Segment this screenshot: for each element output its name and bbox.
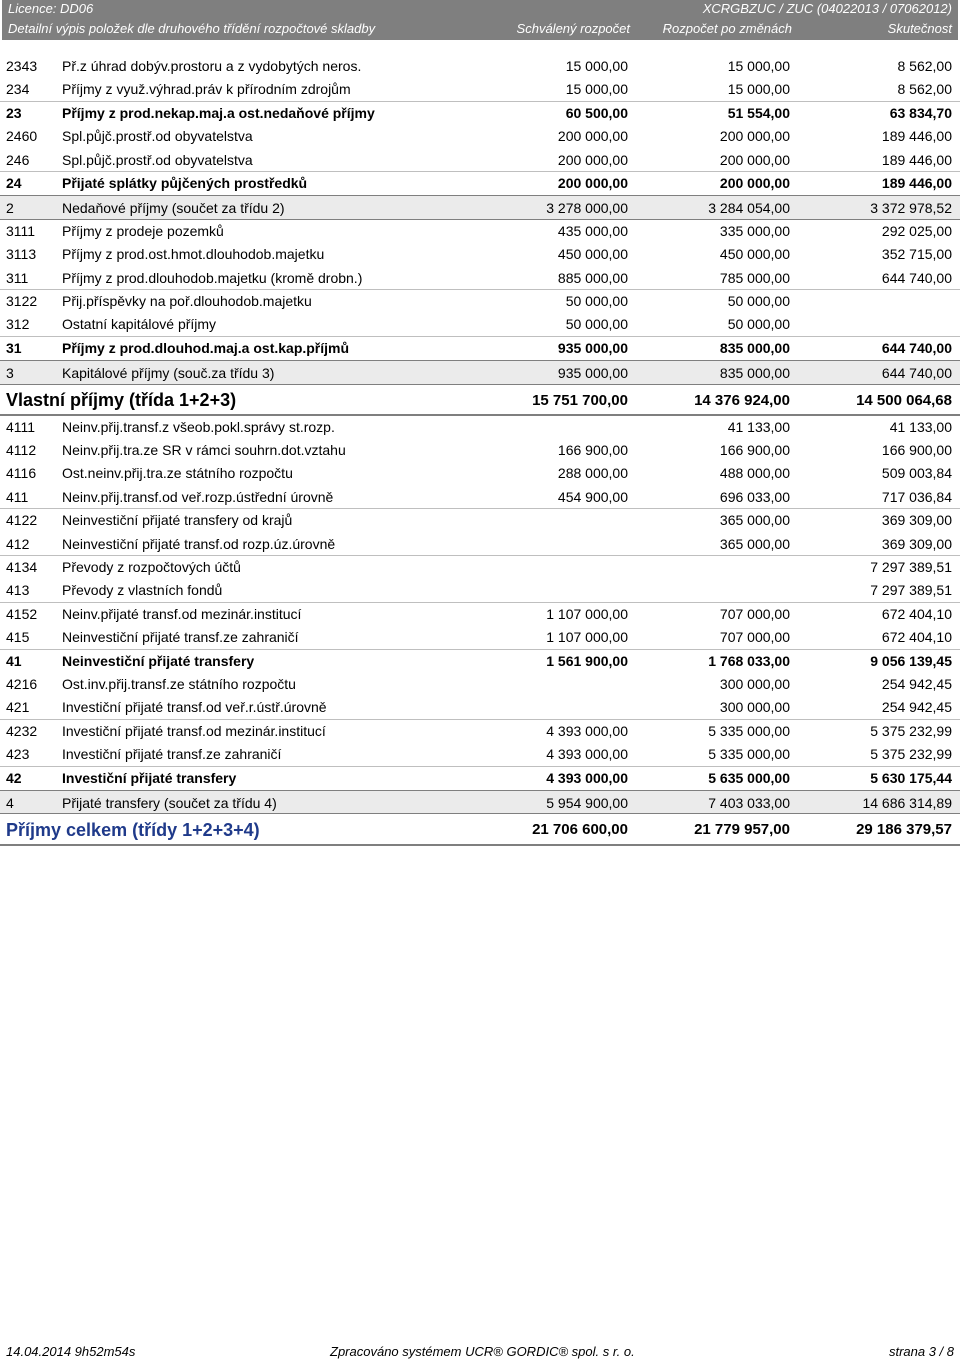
table-row [0,243,960,266]
value-actual: 644 740,00 [881,339,952,356]
value-approved: 15 751 700,00 [532,391,628,409]
item-code: 3 [6,365,14,382]
table-row [0,509,960,532]
report-header-columns [2,18,958,40]
class-summary-row [0,195,960,220]
item-name: Ostatní kapitálové příjmy [62,316,217,333]
table-row [0,743,960,766]
item-name: Investiční přijaté transf.od veř.r.ústř.úrovně [62,699,327,716]
value-after-changes: 707 000,00 [719,605,790,622]
value-approved: 200 000,00 [557,151,628,168]
value-actual: 292 025,00 [881,222,952,239]
value-actual: 369 309,00 [881,512,952,529]
table-row [0,462,960,485]
value-actual: 3 372 978,52 [870,200,952,217]
value-after-changes: 365 000,00 [719,512,790,529]
item-code: 4122 [6,512,38,529]
item-name: Příjmy z prod.nekap.maj.a ost.nedaňové příjmy [62,104,375,121]
item-code: 31 [6,339,22,356]
item-name: Spl.půjč.prostř.od obyvatelstva [62,151,253,168]
item-name: Neinvestiční přijaté transf.ze zahraničí [62,629,299,646]
value-actual: 254 942,45 [881,699,952,716]
value-actual: 644 740,00 [881,269,952,286]
value-approved: 60 500,00 [565,104,628,121]
value-actual: 63 834,70 [889,104,952,121]
value-approved: 15 000,00 [565,81,628,98]
total-label: Příjmy celkem (třídy 1+2+3+4) [6,820,260,841]
item-code: 3111 [6,222,36,239]
item-code: 412 [6,535,30,552]
value-approved: 1 107 000,00 [546,605,628,622]
table-row [0,337,960,360]
item-name: Neinvestiční přijaté transfery [62,652,255,669]
item-code: 4111 [6,418,36,435]
item-code: 4 [6,794,14,811]
value-approved: 4 393 000,00 [546,722,628,739]
footer-system: Zpracováno systémem UCR® GORDIC® spol. s r. o. [330,1344,635,1359]
value-approved: 885 000,00 [557,269,628,286]
item-code: 2460 [6,128,38,145]
table-row [0,125,960,148]
report-code: XCRGBZUC / ZUC (04022013 / 07062012) [702,1,952,16]
value-after-changes: 51 554,00 [727,104,790,121]
item-code: 42 [6,769,22,786]
value-approved: 450 000,00 [557,246,628,263]
value-actual: 352 715,00 [881,246,952,263]
value-after-changes: 166 900,00 [719,442,790,459]
item-name: Investiční přijaté transf.ze zahraničí [62,746,282,763]
table-row [0,78,960,101]
item-code: 4134 [6,559,38,576]
value-after-changes: 200 000,00 [719,151,790,168]
value-after-changes: 300 000,00 [719,675,790,692]
item-code: 421 [6,699,30,716]
item-code: 415 [6,629,30,646]
value-after-changes: 835 000,00 [719,339,790,356]
table-row [0,172,960,195]
item-code: 2 [6,200,14,217]
table-row [0,556,960,579]
value-approved: 454 900,00 [557,488,628,505]
footer-timestamp: 14.04.2014 9h52m54s [6,1344,136,1359]
item-code: 246 [6,151,30,168]
value-actual: 644 740,00 [881,365,952,382]
table-row [0,220,960,243]
item-name: Příjmy z prod.ost.hmot.dlouhodob.majetku [62,246,325,263]
value-after-changes: 14 376 924,00 [694,391,790,409]
item-code: 41 [6,652,22,669]
value-actual: 189 446,00 [881,128,952,145]
item-name: Ost.neinv.přij.tra.ze státního rozpočtu [62,465,293,482]
value-actual: 7 297 389,51 [870,582,952,599]
table-row [0,650,960,673]
item-name: Příjmy z využ.výhrad.práv k přírodním zdrojům [62,81,351,98]
licence-label: Licence: DD06 [8,1,94,16]
value-actual: 254 942,45 [881,675,952,692]
table-row [0,486,960,509]
value-approved: 166 900,00 [557,442,628,459]
table-row [0,579,960,602]
table-row [0,55,960,78]
value-approved: 200 000,00 [557,128,628,145]
value-after-changes: 5 635 000,00 [708,769,790,786]
class-summary-row [0,790,960,815]
item-code: 4116 [6,465,37,482]
item-name: Příjmy z prod.dlouhod.maj.a ost.kap.příjmů [62,339,350,356]
value-actual: 672 404,10 [881,605,952,622]
value-approved: 15 000,00 [565,58,628,74]
item-name: Ost.inv.přij.transf.ze státního rozpočtu [62,675,296,692]
value-approved: 1 561 900,00 [546,652,628,669]
table-row [0,626,960,649]
table-row [0,696,960,719]
value-after-changes: 50 000,00 [727,316,790,333]
value-after-changes: 335 000,00 [719,222,790,239]
total-label: Vlastní příjmy (třída 1+2+3) [6,389,237,410]
column-header-actual: Skutečnost [887,21,952,36]
value-actual: 8 562,00 [897,81,952,98]
value-after-changes: 1 768 033,00 [708,652,790,669]
value-after-changes: 7 403 033,00 [708,794,790,811]
table-row [0,533,960,556]
item-name: Přijaté splátky půjčených prostředků [62,174,308,191]
item-code: 24 [6,174,22,191]
value-after-changes: 300 000,00 [719,699,790,716]
value-approved: 5 954 900,00 [546,794,628,811]
value-after-changes: 5 335 000,00 [708,722,790,739]
item-name: Investiční přijaté transfery [62,769,237,786]
budget-table [0,55,960,846]
value-approved: 288 000,00 [557,465,628,482]
table-row [0,416,960,439]
item-name: Převody z vlastních fondů [62,582,223,599]
item-name: Př.z úhrad dobýv.prostoru a z vydobytých neros. [62,58,362,74]
total-row [0,385,960,416]
total-row [0,814,960,846]
value-after-changes: 50 000,00 [727,293,790,310]
value-after-changes: 200 000,00 [719,128,790,145]
value-actual: 5 375 232,99 [870,722,952,739]
table-row [0,673,960,696]
table-row [0,290,960,313]
class-summary-row [0,360,960,385]
report-header-top [2,0,958,18]
value-after-changes: 488 000,00 [719,465,790,482]
item-code: 4112 [6,442,37,459]
value-approved: 200 000,00 [557,174,628,191]
item-name: Převody z rozpočtových účtů [62,559,241,576]
table-row [0,267,960,290]
item-code: 411 [6,488,29,505]
value-actual: 509 003,84 [881,465,952,482]
value-after-changes: 707 000,00 [719,629,790,646]
column-header-after-changes: Rozpočet po změnách [662,21,792,36]
item-code: 3122 [6,293,38,310]
value-approved: 50 000,00 [565,293,628,310]
table-row [0,102,960,125]
value-after-changes: 21 779 957,00 [694,821,790,839]
value-after-changes: 15 000,00 [727,81,790,98]
value-approved: 1 107 000,00 [546,629,628,646]
value-after-changes: 3 284 054,00 [708,200,790,217]
value-approved: 935 000,00 [557,365,628,382]
value-after-changes: 696 033,00 [719,488,790,505]
item-code: 311 [6,269,29,286]
column-header-approved: Schválený rozpočet [516,21,630,36]
item-name: Neinv.přij.tra.ze SR v rámci souhrn.dot.vztahu [62,442,346,459]
value-after-changes: 450 000,00 [719,246,790,263]
value-after-changes: 15 000,00 [727,58,790,74]
table-row [0,313,960,336]
value-actual: 14 500 064,68 [856,391,952,409]
value-actual: 166 900,00 [881,442,952,459]
item-name: Přij.příspěvky na poř.dlouhodob.majetku [62,293,312,310]
table-row [0,720,960,743]
item-name: Kapitálové příjmy (souč.za třídu 3) [62,365,275,382]
value-actual: 189 446,00 [881,174,952,191]
value-actual: 5 375 232,99 [870,746,952,763]
value-actual: 5 630 175,44 [870,769,952,786]
footer-page-number: strana 3 / 8 [888,1344,954,1359]
item-code: 423 [6,746,30,763]
item-code: 4216 [6,675,38,692]
value-actual: 672 404,10 [881,629,952,646]
item-code: 23 [6,104,22,121]
item-name: Příjmy z prodeje pozemků [62,222,224,239]
item-code: 234 [6,81,30,98]
item-name: Přijaté transfery (součet za třídu 4) [62,794,277,811]
table-row [0,149,960,172]
item-name: Neinv.přij.transf.z všeob.pokl.správy st.rozp. [62,418,335,435]
item-code: 413 [6,582,30,599]
value-after-changes: 365 000,00 [719,535,790,552]
value-actual: 14 686 314,89 [862,794,952,811]
value-actual: 29 186 379,57 [856,821,952,839]
table-row [0,603,960,626]
table-row [0,439,960,462]
value-approved: 3 278 000,00 [546,200,628,217]
item-name: Neinvestiční přijaté transf.od rozp.úz.úrovně [62,535,336,552]
value-actual: 7 297 389,51 [870,559,952,576]
value-approved: 50 000,00 [565,316,628,333]
value-approved: 21 706 600,00 [532,821,628,839]
value-approved: 4 393 000,00 [546,769,628,786]
report-subtitle: Detailní výpis položek dle druhového třídění rozpočtové skladby [8,21,376,36]
value-approved: 935 000,00 [557,339,628,356]
value-actual: 189 446,00 [881,151,952,168]
value-actual: 8 562,00 [897,58,952,74]
value-actual: 369 309,00 [881,535,952,552]
item-name: Investiční přijaté transf.od mezinár.institucí [62,722,326,739]
item-code: 3113 [6,246,37,263]
value-after-changes: 785 000,00 [719,269,790,286]
value-approved: 4 393 000,00 [546,746,628,763]
item-code: 4152 [6,605,38,622]
item-name: Nedaňové příjmy (součet za třídu 2) [62,200,285,217]
value-after-changes: 200 000,00 [719,174,790,191]
value-actual: 41 133,00 [889,418,952,435]
value-after-changes: 41 133,00 [727,418,790,435]
item-code: 2343 [6,58,38,74]
item-name: Spl.půjč.prostř.od obyvatelstva [62,128,253,145]
item-name: Neinv.přij.transf.od veř.rozp.ústřední úrovně [62,488,334,505]
value-after-changes: 835 000,00 [719,365,790,382]
table-row [0,767,960,790]
value-approved: 435 000,00 [557,222,628,239]
value-actual: 9 056 139,45 [870,652,952,669]
item-name: Neinvestiční přijaté transfery od krajů [62,512,293,529]
value-after-changes: 5 335 000,00 [708,746,790,763]
value-actual: 717 036,84 [881,488,952,505]
item-code: 312 [6,316,30,333]
item-code: 4232 [6,722,38,739]
item-name: Příjmy z prod.dlouhodob.majetku (kromě drobn.) [62,269,363,286]
item-name: Neinv.přijaté transf.od mezinár.institucí [62,605,302,622]
